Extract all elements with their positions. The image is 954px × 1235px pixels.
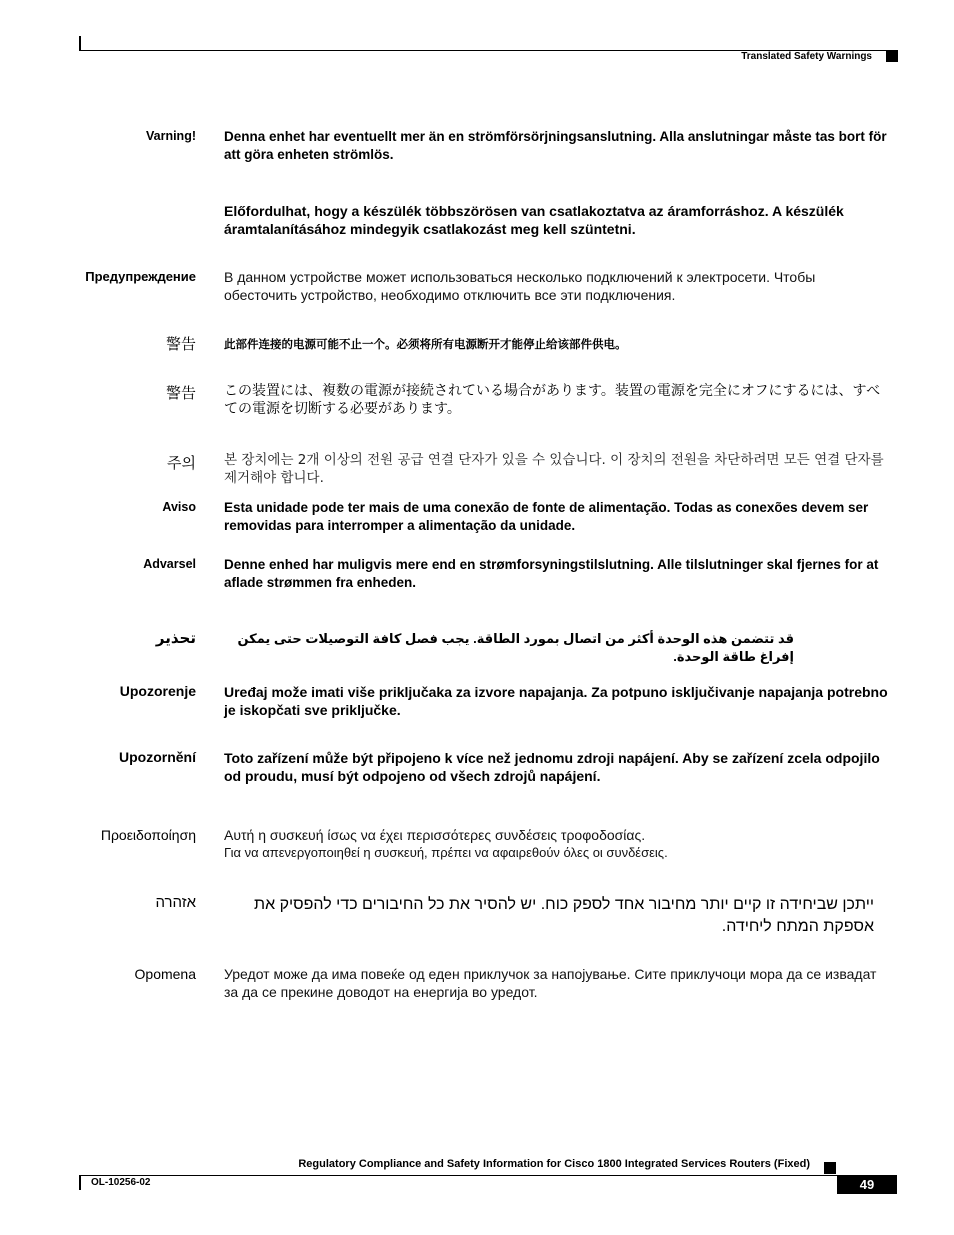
footer-corner-mark	[79, 1175, 81, 1190]
warning-label-russian: Предупреждение	[85, 269, 196, 284]
warning-text-danish: Denne enhed har muligvis mere end en strømforsyningstilslutning. Alle tilslutninger skal fjernes for at aflade strømmen fra enheden.	[224, 557, 879, 590]
warning-label-danish: Advarsel	[143, 557, 196, 571]
warning-text-hungarian: Előfordulhat, hogy a készülék többszörösen van csatlakoztatva az áramforráshoz. A készülék áramtalanításához mindegyik csatlakozást meg kell szüntetni.	[224, 203, 844, 237]
footer-document-number: OL-10256-02	[91, 1177, 151, 1188]
warning-text-arabic: قد تتضمن هذه الوحدة أكثر من اتصال بمورد الطاقة. يجب فصل كافة التوصيلات حتى يمكن إفراغ طاقة الوحدة.	[237, 631, 794, 664]
warning-label-swedish: Varning!	[145, 129, 196, 143]
warning-text-russian: В данном устройстве может использоваться несколько подключений к электросети. Чтобы обесточить устройство, необходимо отключить все эти подключения.	[224, 269, 816, 303]
footer-block-mark	[824, 1162, 836, 1174]
warning-text-korean: 본 장치에는 2개 이상의 전원 공급 연결 단자가 있을 수 있습니다. 이 장치의 전원을 차단하려면 모든 연결 단자를 제거해야 합니다.	[224, 452, 884, 486]
warning-text-czech: Toto zařízení může být připojeno k více než jednomu zdroji napájení. Aby se zařízení zcela odpojilo od proudu, musí být odpojeno od všech zdrojů napájení.	[224, 750, 880, 784]
warning-label-croatian: Upozorenje	[119, 683, 196, 699]
warning-text-hebrew: ייתכן שביחידה זו קיים יותר מחיבור אחד לספק כוח. יש להסיר את כל החיבורים כדי להפסיק את אספקת המתח ליחידה.	[254, 896, 874, 935]
warning-text-swedish: Denna enhet har eventuellt mer än en strömförsörjningsanslutning. Alla anslutningar måste tas bort för att göra enheten strömlös.	[224, 129, 887, 162]
warning-label-portuguese: Aviso	[162, 500, 196, 514]
warning-label-korean: 주의	[167, 454, 196, 472]
header-block-mark	[886, 50, 898, 62]
warning-label-greek: Προειδοποίηση	[100, 827, 196, 843]
warning-text-greek-line1: Αυτή η συσκευή ίσως να έχει περισσότερες συνδέσεις τροφοδοσίας.	[224, 827, 646, 843]
warning-text-greek-line2: Για να απενεργοποιηθεί η συσκευή, πρέπει να αφαιρεθούν όλες οι συνδέσεις.	[224, 845, 668, 860]
warning-text-chinese: 此部件连接的电源可能不止一个。必须将所有电源断开才能停止给该部件供电。	[224, 337, 627, 351]
warning-label-japanese: 警告	[165, 384, 196, 402]
warning-label-macedonian: Opomena	[134, 966, 196, 982]
warning-label-hebrew: אזהרה	[155, 894, 196, 911]
warning-text-macedonian: Уредот може да има повеќе од еден приклучок за напојување. Сите приклучоци мора да се извадат за да се прекине доводот на енергија во уредот.	[224, 966, 877, 1000]
section-title: Translated Safety Warnings	[741, 51, 872, 62]
footer-rule	[79, 1175, 897, 1176]
warning-text-greek	[224, 826, 888, 862]
warning-label-chinese: 警告	[165, 335, 196, 353]
footer-document-title: Regulatory Compliance and Safety Information for Cisco 1800 Integrated Services Routers (Fixed)	[298, 1158, 810, 1170]
warning-text-croatian: Uređaj može imati više priključaka za izvore napajanja. Za potpuno isključivanje napajanja potrebno je iskopčati sve priključke.	[224, 684, 888, 718]
warning-text-japanese: この装置には、複数の電源が接続されている場合があります。装置の電源を完全にオフにするには、すべての電源を切断する必要があります。	[224, 383, 881, 417]
warning-label-czech: Upozornění	[119, 749, 196, 765]
page-number: 49	[837, 1175, 897, 1194]
warning-text-portuguese: Esta unidade pode ter mais de uma conexão de fonte de alimentação. Todas as conexões devem ser removidas para interromper a alimentação da unidade.	[224, 500, 869, 533]
warning-label-arabic: تحذير	[155, 630, 196, 647]
header-corner-mark	[79, 36, 81, 51]
